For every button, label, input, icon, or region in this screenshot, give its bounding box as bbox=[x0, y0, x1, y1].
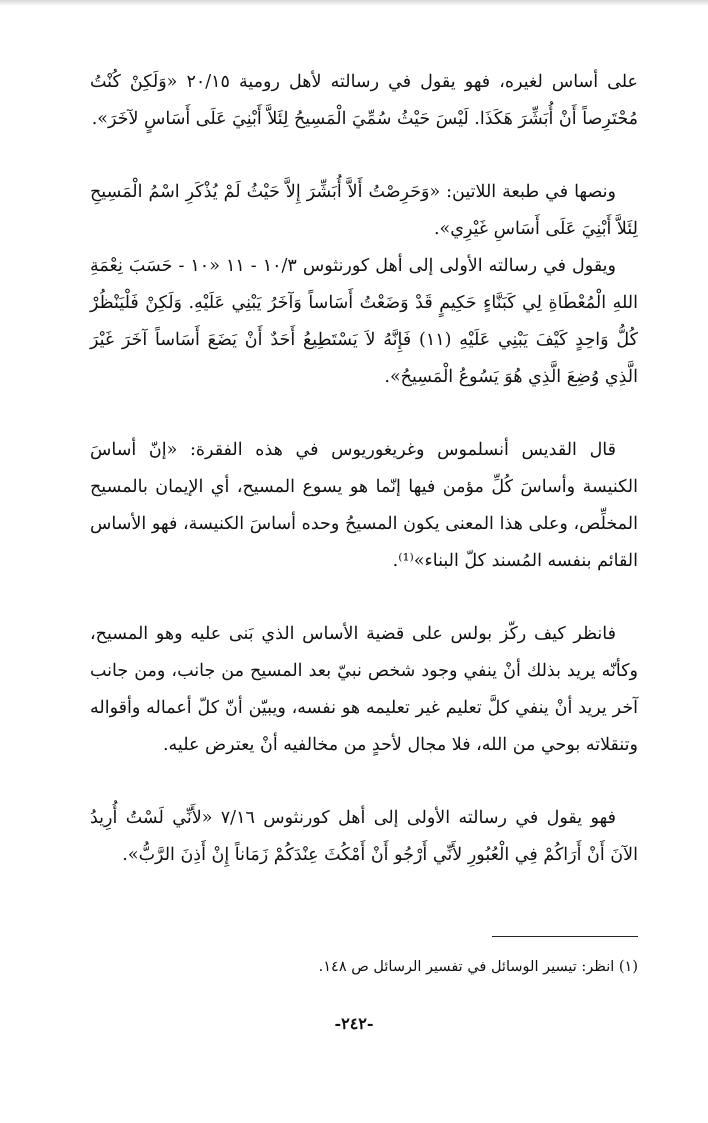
paragraph-6: فهو يقول في رسالته الأولى إلى أهل كورنثوس ٧/١٦ «لأَنِّي لَسْتُ أُرِيدُ الآنَ أَنْ أَرَاكُمْ فِي الْعُبُورِ لأَنِّي أَرْجُو أَنْ أَمْكُثَ عِنْدَكُمْ زَمَاناً إِنْ أَذِنَ الرَّبُّ». bbox=[90, 808, 638, 865]
paragraph-2: ونصها في طبعة اللاتين: «وَحَرِصْتُ أَلاَّ أُبَشِّرَ إِلاَّ حَيْثُ لَمْ يُذْكَرِ اسْمُ الْمَسِيحِ لِئَلاَّ أَبْنِيَ عَلَى أَسَاسِ غَيْرِي». bbox=[90, 182, 638, 239]
paragraph-3: ويقول في رسالته الأولى إلى أهل كورنثوس ١٠/٣ - ١١ «١٠ - حَسَبَ نِعْمَةِ اللهِ الْمُعْطَاةِ لِي كَبَنَّاءٍ حَكِيمٍ قَدْ وَضَعْتُ أَسَاساً وَآخَرُ يَبْنِي عَلَيْهِ. وَلَكِنْ فَلْيَنْظُرْ كُلُّ وَاحِدٍ كَيْفَ يَبْنِي عَلَيْهِ (١١) فَإِنَّهُ لاَ يَسْتَطِيعُ أَحَدٌ أَنْ يَضَعَ أَسَاساً آخَرَ غَيْرَ الَّذِي وُضِعَ الَّذِي هُوَ يَسُوعُ الْمَسِيحُ». bbox=[90, 256, 638, 387]
paragraph-1: على أساس لغيره، فهو يقول في رسالته لأهل رومية ٢٠/١٥ «وَلَكِنْ كُنْتُ مُحْتَرِصاً أَنْ أُبَشِّرَ هَكَذَا. لَيْسَ حَيْثُ سُمِّيَ الْمَسِيحُ لِئَلاَّ أَبْنِيَ عَلَى أَسَاسٍ لآخَرَ». bbox=[90, 72, 638, 129]
footnote: (١) انظر: تيسير الوسائل في تفسير الرسائل ص ١٤٨. bbox=[318, 959, 638, 975]
page-body bbox=[90, 64, 638, 874]
page-number: -٢٤٢- bbox=[334, 1014, 374, 1033]
paragraph-5: فانظر كيف ركّز بولس على قضية الأساس الذي بَنى عليه وهو المسيح، وكأنّه يريد بذلك أنْ ينفي وجود شخص نبيّ بعد المسيح من جانب، ومن جانب آخر يريد أنْ ينفي كلَّ تعليم غير تعليمه هو نفسه، ويبيّن أنّ كلّ أعماله وأقواله وتنقلاته بوحي من الله، فلا مجال لأحدٍ من مخالفيه أنْ يعترض عليه. bbox=[90, 624, 638, 755]
footnote-separator bbox=[492, 936, 638, 937]
page-top-edge bbox=[0, 0, 708, 6]
paragraph-4: قال القديس أنسلموس وغريغوريوس في هذه الفقرة: «إنّ أساسَ الكنيسة وأساسَ كُلِّ مؤمن فيها إنّما هو يسوع المسيح، أي الإيمان بالمسيح المخلِّص، وعلى هذا المعنى يكون المسيحُ وحده أساسَ الكنيسة، فهو الأساس القائم بنفسه المُسند كلّ البناء»⁽¹⁾. bbox=[90, 440, 638, 571]
